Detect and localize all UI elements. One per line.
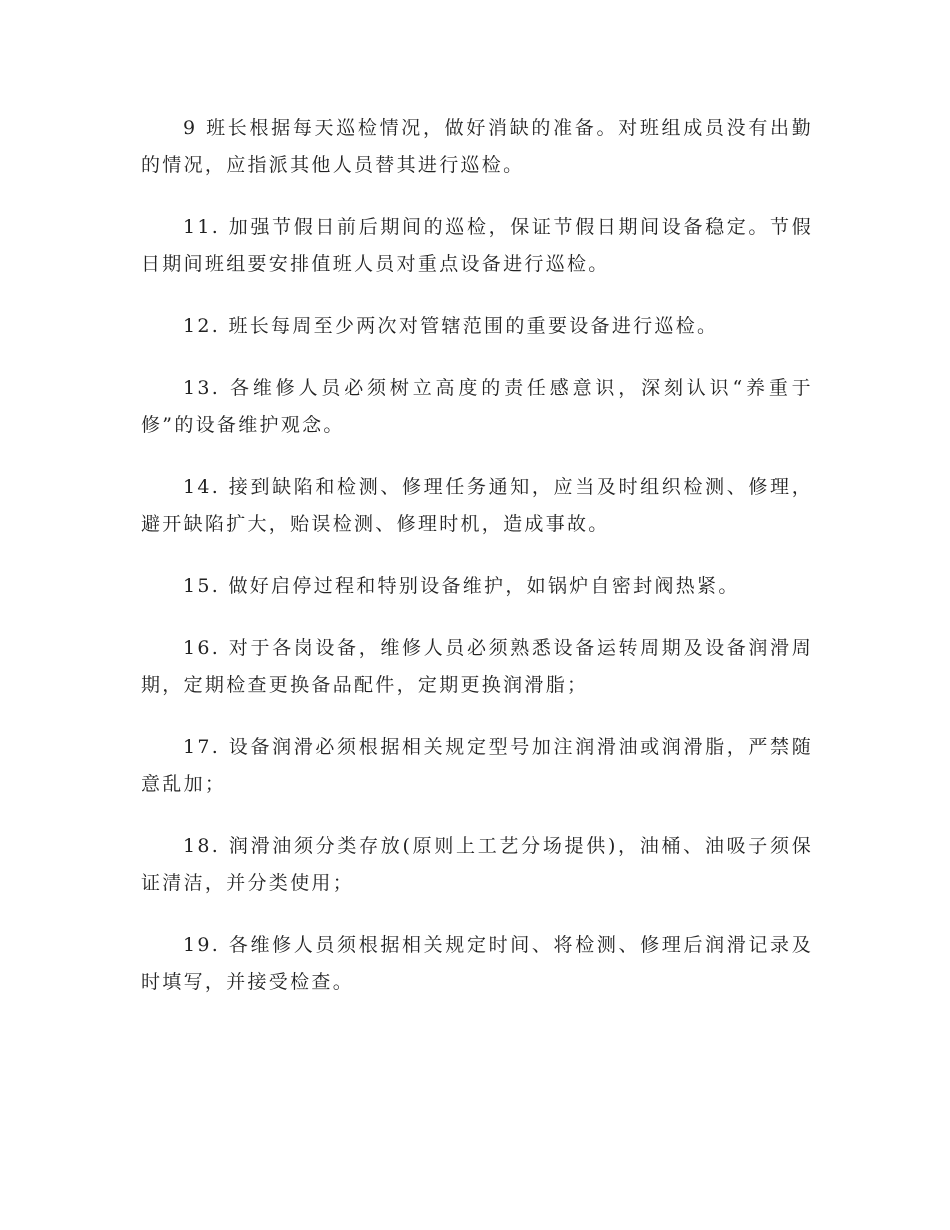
paragraph-15: 15. 做好启停过程和特别设备维护，如锅炉自密封阀热紧。	[183, 575, 740, 597]
document-body	[141, 110, 813, 1026]
paragraph-11: 11. 加强节假日前后期间的巡检，保证节假日期间设备稳定。节假日期间班组要安排值班人员对重点设备进行巡检。	[141, 216, 813, 275]
paragraph-9: 9 班长根据每天巡检情况，做好消缺的准备。对班组成员没有出勤的情况，应指派其他人员替其进行巡检。	[141, 117, 813, 176]
paragraph-19: 19. 各维修人员须根据相关规定时间、将检测、修理后润滑记录及时填写，并接受检查。	[141, 934, 813, 993]
paragraph-14: 14. 接到缺陷和检测、修理任务通知，应当及时组织检测、修理，避开缺陷扩大，贻误检测、修理时机，造成事故。	[141, 476, 813, 535]
paragraph-18: 18. 润滑油须分类存放(原则上工艺分场提供)，油桶、油吸子须保证清洁，并分类使用；	[141, 835, 813, 894]
paragraph-17: 17. 设备润滑必须根据相关规定型号加注润滑油或润滑脂，严禁随意乱加；	[141, 736, 813, 795]
paragraph-16: 16. 对于各岗设备，维修人员必须熟悉设备运转周期及设备润滑周期，定期检查更换备品配件，定期更换润滑脂；	[141, 637, 813, 696]
paragraph-12: 12. 班长每周至少两次对管辖范围的重要设备进行巡检。	[183, 315, 719, 337]
paragraph-13: 13. 各维修人员必须树立高度的责任感意识，深刻认识“养重于修”的设备维护观念。	[141, 377, 813, 436]
